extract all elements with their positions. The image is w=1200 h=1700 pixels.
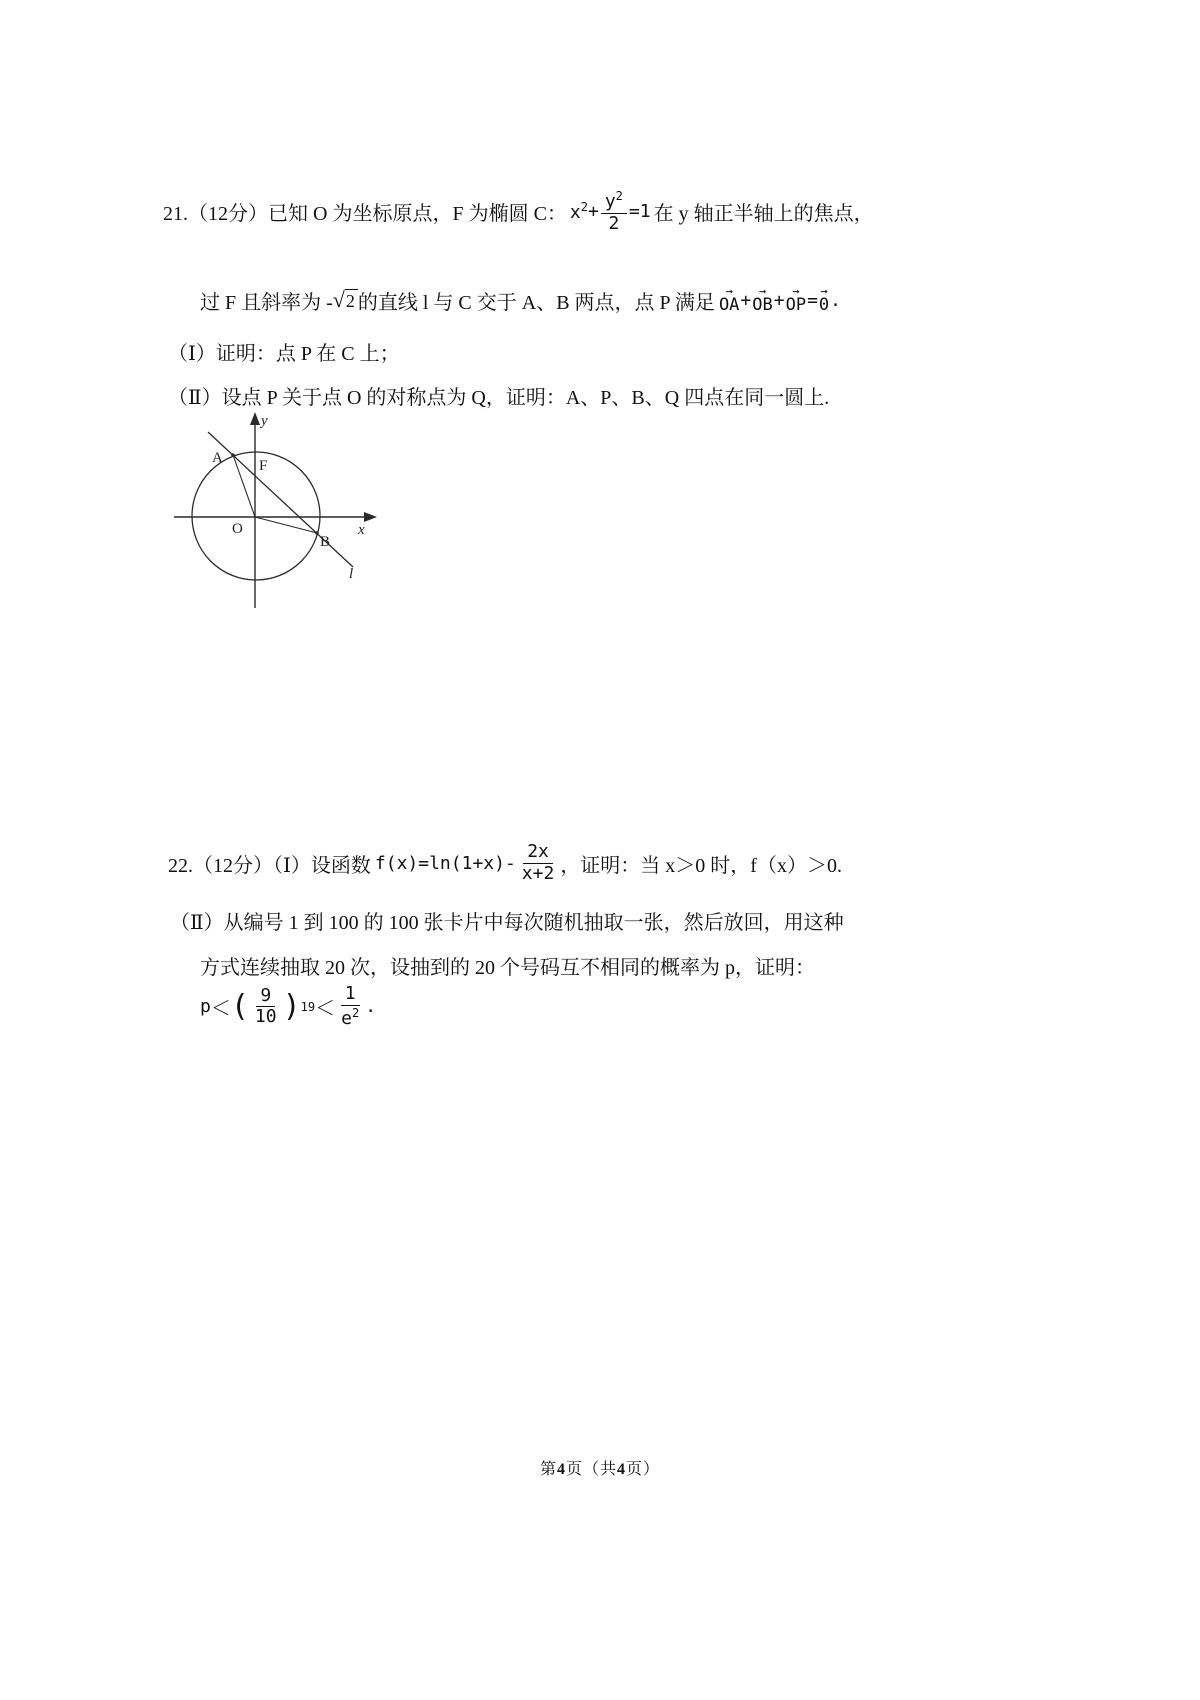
vector-ob-label: OB xyxy=(752,295,773,315)
ineq-den-10: 10 xyxy=(254,1006,277,1028)
problem-21-part-2: （Ⅱ）设点 P 关于点 O 的对称点为 Q，证明：A、P、B、Q 四点在同一圆上. xyxy=(168,387,830,409)
problem-22-claim-text: ，证明：当 x＞0 时，f（x）＞0. xyxy=(560,854,842,877)
point-b-dot xyxy=(315,531,319,535)
ellipse-equation xyxy=(570,190,651,234)
ineq-num-9: 9 xyxy=(256,987,275,1008)
eq-fraction-numerator xyxy=(601,190,627,214)
eq-x xyxy=(570,201,588,223)
point-a-label: A xyxy=(212,450,223,466)
vector-arrow-icon: → xyxy=(820,284,828,298)
problem-21-figure xyxy=(168,412,398,617)
vector-plus-1: + xyxy=(740,290,752,311)
vector-op-label: OP xyxy=(785,295,807,315)
fx-lead: f(x)=ln(1+x)- xyxy=(374,852,516,874)
fx-formula xyxy=(375,843,560,884)
sqrt-2 xyxy=(333,289,358,312)
point-b-label: B xyxy=(320,534,331,550)
ineq-e-exponent: 2 xyxy=(351,1005,360,1020)
vector-zero-label: 0 xyxy=(818,295,830,315)
fx-fraction xyxy=(518,843,559,884)
eq-num-base: y xyxy=(604,191,616,212)
ineq-p: p xyxy=(200,996,211,1018)
footer-prefix: 第 xyxy=(539,1461,557,1478)
eq-num-exponent: 2 xyxy=(615,189,623,203)
sentence-period: . xyxy=(830,290,842,311)
page-footer xyxy=(0,1456,1200,1479)
problem-21-line-1 xyxy=(163,190,874,234)
footer-middle: 页（共 xyxy=(565,1461,617,1478)
vector-zero xyxy=(818,284,830,315)
radical-sign: √ xyxy=(332,287,345,312)
eq-x-base: x xyxy=(569,201,581,223)
fx-fraction-numerator: 2x xyxy=(523,843,553,864)
point-f-label: F xyxy=(259,458,268,474)
y-axis-arrow-icon xyxy=(250,412,260,425)
eq-fraction-denominator: 2 xyxy=(608,212,620,234)
footer-suffix: 页） xyxy=(626,1461,661,1478)
vector-equals: = xyxy=(807,290,818,311)
vector-ob xyxy=(752,284,773,315)
radicand: 2 xyxy=(345,289,358,312)
vector-plus-2: + xyxy=(773,290,785,311)
point-a-dot xyxy=(231,453,235,457)
problem-21-stem-text: 21.（12分）已知 O 为坐标原点，F 为椭圆 C： xyxy=(163,203,567,226)
ineq-less-than-2: ＜ xyxy=(315,998,336,1021)
vector-arrow-icon: → xyxy=(792,284,800,298)
origin-label: O xyxy=(232,521,243,537)
vector-arrow-icon: → xyxy=(725,284,733,298)
x-axis-label: x xyxy=(358,522,365,538)
line-l xyxy=(208,432,353,567)
problem-21-part-1: （Ⅰ）证明：点 P 在 C 上； xyxy=(168,343,400,365)
ineq-period: . xyxy=(365,996,377,1018)
eq-plus-sign: + xyxy=(587,201,599,223)
ineq-e-base: e xyxy=(341,1007,352,1029)
eq-x-exponent: 2 xyxy=(580,199,588,214)
problem-22-stem-text: 22.（12分）（Ⅰ）设函数 xyxy=(168,854,371,877)
eq-fraction xyxy=(601,190,627,234)
vector-arrow-icon: → xyxy=(758,284,767,298)
problem-22-part-2-line-2: 方式连续抽取 20 次，设抽到的 20 个号码互不相同的概率为 p，证明： xyxy=(200,957,815,979)
eq-equals-one: =1 xyxy=(628,201,651,223)
fx-fraction-denominator: x+2 xyxy=(521,862,555,884)
ineq-left-paren: ( xyxy=(230,988,249,1024)
problem-21-stem-text-2: 在 y 轴正半轴上的焦点， xyxy=(653,203,874,226)
footer-total-pages: 4 xyxy=(617,1461,626,1478)
problem-21-line-2 xyxy=(200,286,841,315)
ineq-less-than-1: ＜ xyxy=(210,998,231,1021)
line-intersect-text: 的直线 l 与 C 交于 A、B 两点，点 P 满足 xyxy=(357,292,715,314)
probability-inequality xyxy=(200,985,376,1029)
ineq-right-paren: ) xyxy=(282,988,301,1024)
x-axis-arrow-icon xyxy=(364,512,377,522)
segment-oa xyxy=(233,455,255,517)
curve-c-circle xyxy=(192,452,320,580)
footer-page-number: 4 xyxy=(556,1461,566,1478)
ineq-exponent-19: 19 xyxy=(300,999,316,1014)
slope-text: 过 F 且斜率为 - xyxy=(200,292,333,314)
line-l-label: l xyxy=(349,566,354,582)
vector-op xyxy=(785,284,807,315)
vector-oa xyxy=(718,284,740,315)
ineq-fraction-9-10 xyxy=(251,984,281,1028)
problem-22-line-1 xyxy=(168,843,842,884)
ineq-num-1: 1 xyxy=(341,985,360,1006)
problem-22-part-2-line-1: （Ⅱ）从编号 1 到 100 的 100 张卡片中每次随机抽取一张，然后放回，用这种 xyxy=(170,912,844,934)
vector-oa-label: OA xyxy=(718,295,740,315)
vector-equation xyxy=(718,284,842,315)
ineq-fraction-1-e2 xyxy=(337,985,363,1029)
ineq-den-e2 xyxy=(337,1006,363,1029)
y-axis-label: y xyxy=(261,413,268,429)
